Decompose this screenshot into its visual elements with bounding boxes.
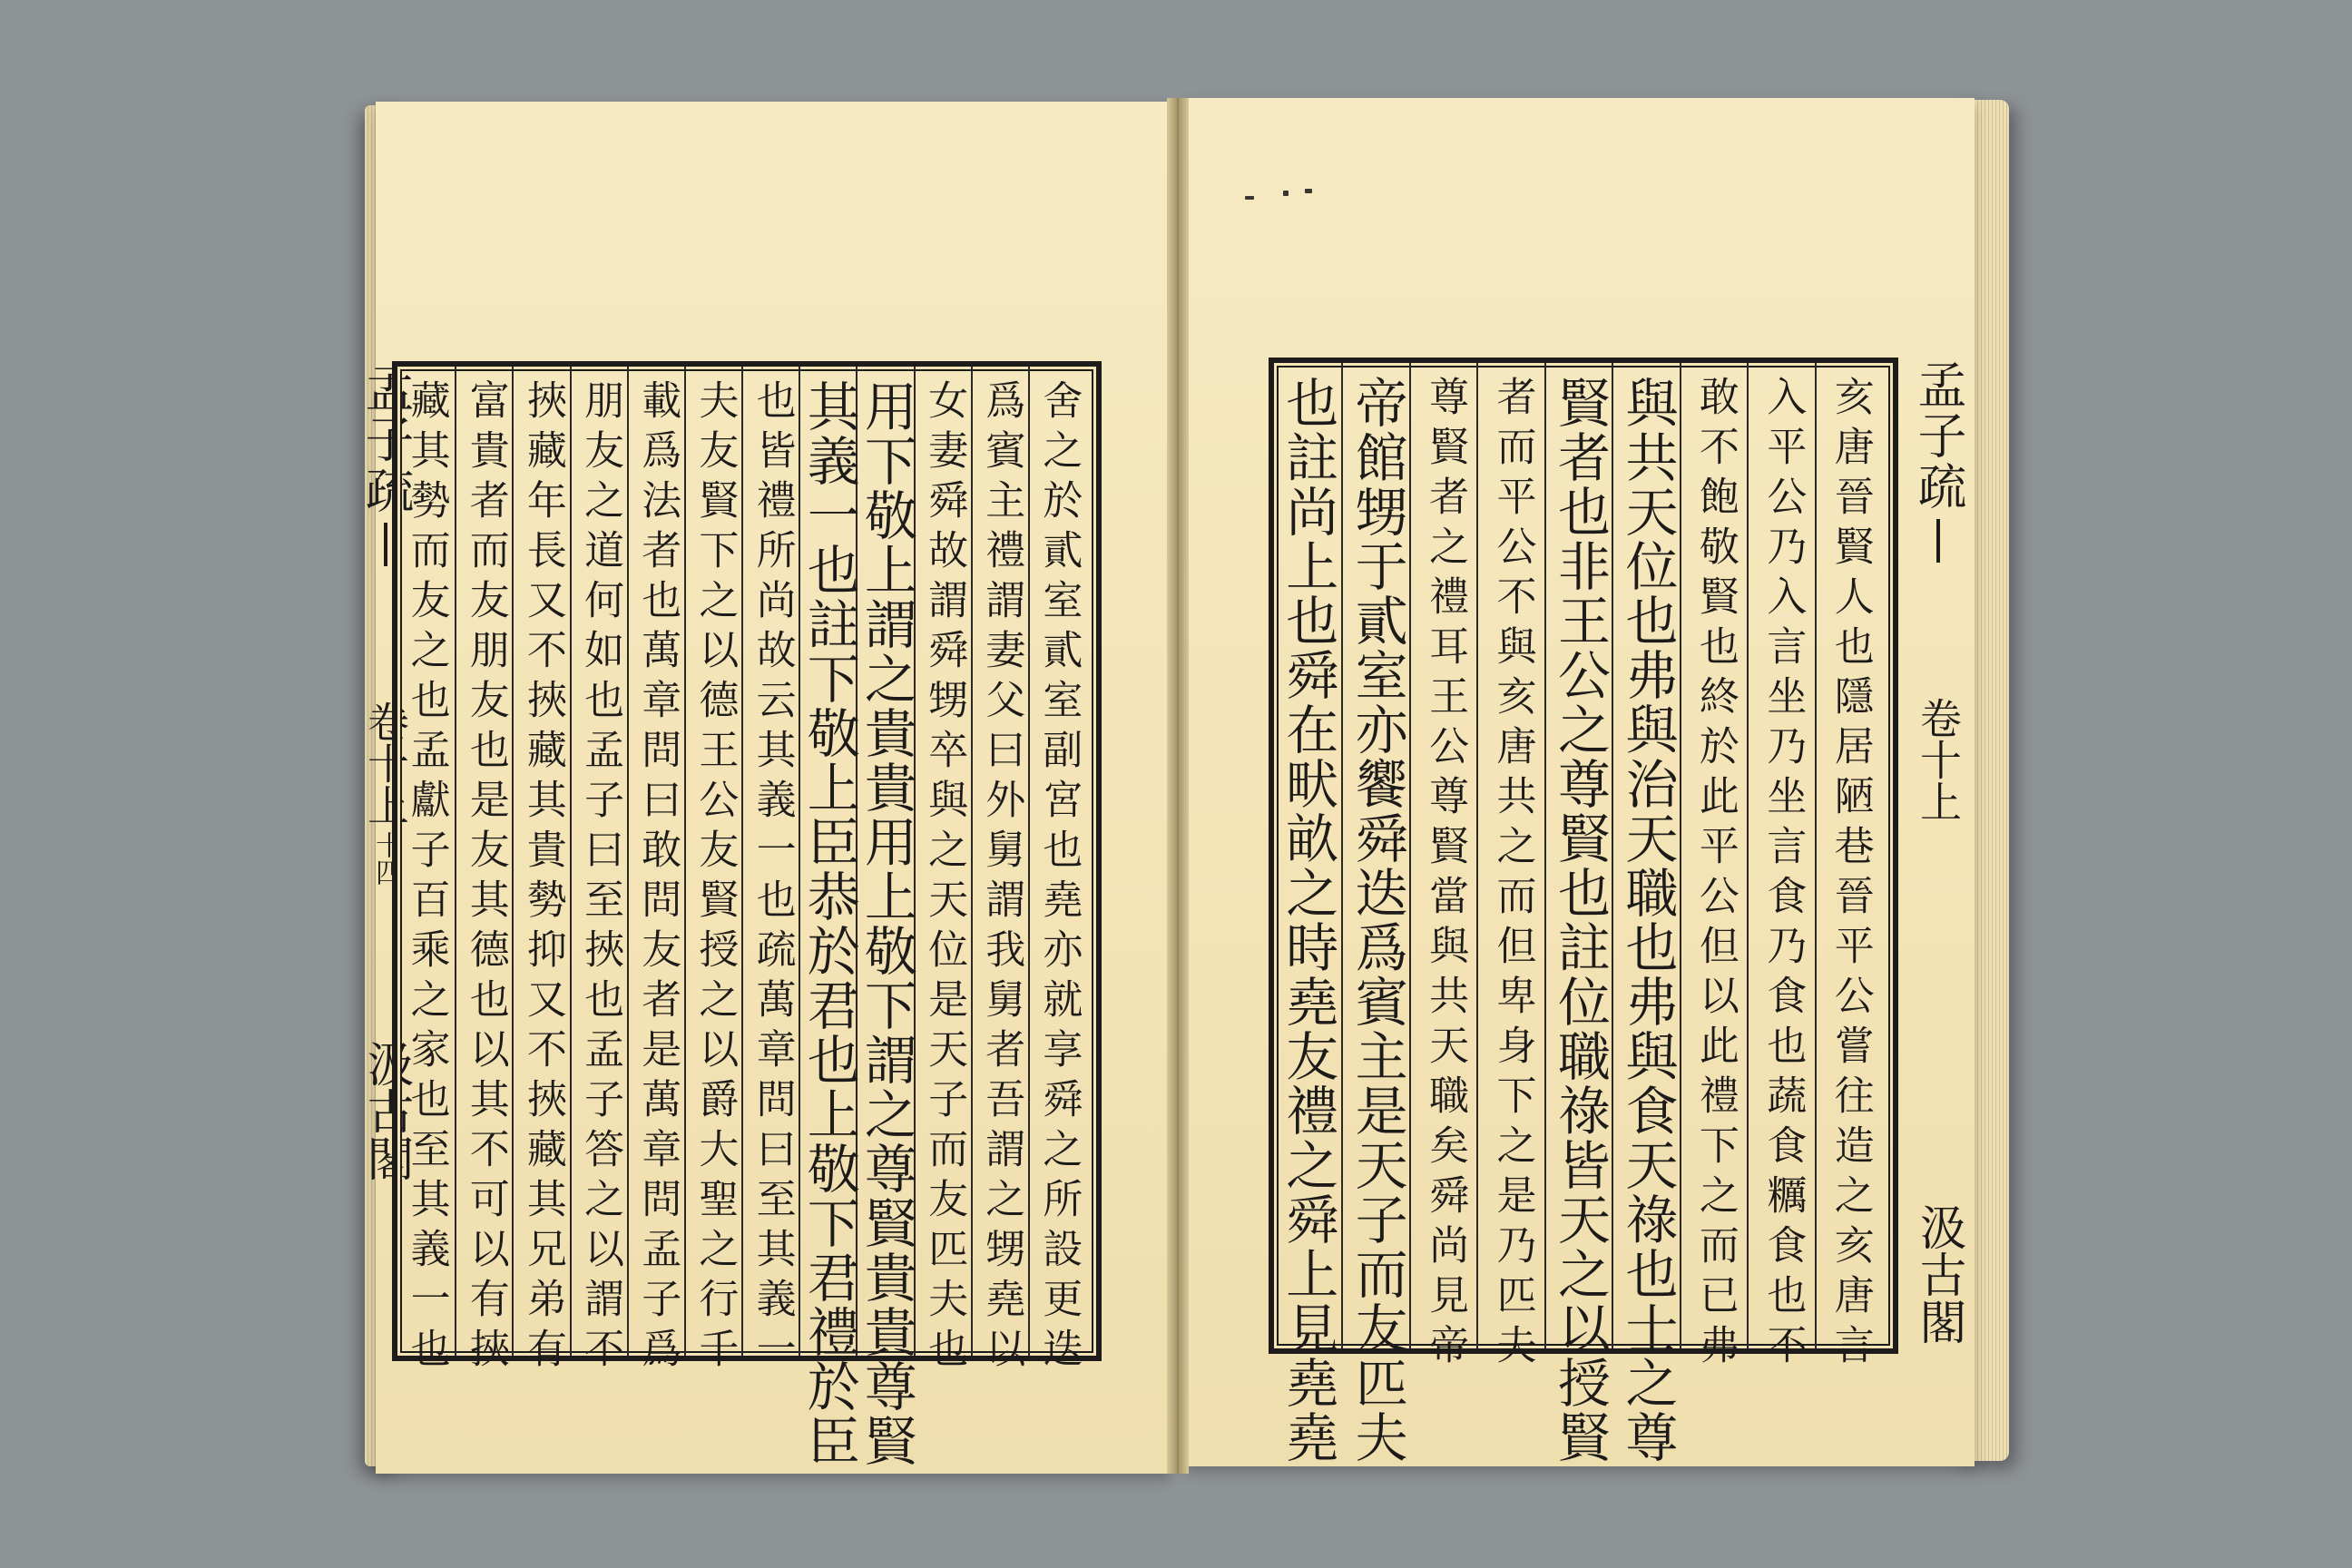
text-column (1274, 363, 1341, 1465)
column-text: 用下敬上謂之貴貴用上敬下謂之尊賢貴貴尊賢 (855, 379, 917, 1468)
text-column (855, 367, 917, 1468)
text-column (1341, 363, 1410, 1465)
column-text: 富貴者而友朋友也是友其德也以其不可以有挾 (462, 379, 509, 1377)
column-text: 舍之於貳室貳室副宮也堯亦就享舜之所設更迭 (1035, 379, 1083, 1377)
fold-publisher: 汲古閣 (1911, 1203, 1965, 1345)
column-text: 女妻舜故謂舜甥卒與之天位是天子而友匹夫也 (921, 379, 968, 1377)
text-column (798, 367, 860, 1468)
column-text: 也皆禮所尚故云其義一也疏萬章問曰至其義一 (749, 379, 796, 1377)
text-column (971, 367, 1030, 1377)
column-text: 爲賓主禮謂妻父曰外舅謂我舅者吾謂之甥堯以 (978, 379, 1025, 1377)
fold-volume: 卷十上 (1914, 697, 1963, 822)
text-column (914, 367, 973, 1377)
column-text: 挾藏年長又不挾藏其貴勢抑又不挾藏其兄弟有 (519, 379, 566, 1377)
column-text: 入平公乃入言坐乃坐言食乃食也蔬食糲食也不 (1759, 376, 1807, 1374)
column-text: 載爲法者也萬章問曰敢問友者是萬章問孟子爲 (634, 379, 681, 1377)
column-text: 帝館甥于貳室亦饗舜迭爲賓主是天子而友匹夫 (1346, 376, 1408, 1465)
fold-volume: 卷十上 (361, 701, 410, 826)
column-text: 與共天位也弗與治天職也弗與食天祿也士之尊 (1616, 376, 1679, 1465)
text-column (570, 367, 629, 1377)
column-text: 朋友之道何如也孟子曰至挾也孟子答之以謂不 (577, 379, 624, 1377)
column-text: 尊賢者之禮耳王公尊賢當與共天職矣舜尚見帝 (1422, 376, 1469, 1374)
column-text: 賢者也非王公之尊賢也註位職祿皆天之以授賢 (1548, 376, 1611, 1465)
left-text-frame (392, 361, 1102, 1468)
column-text: 也註尚上也舜在畎畝之時堯友禮之舜上見堯堯 (1277, 376, 1339, 1465)
column-text: 藏其勢而友之也孟獻子百乘之家也至其義一也 (403, 379, 450, 1377)
ink-speck (1305, 189, 1312, 193)
text-column (684, 367, 743, 1377)
fishtail-mark (1936, 519, 1940, 563)
text-column (1612, 363, 1681, 1465)
column-text: 其義一也註下敬上臣恭於君也上敬下君禮於臣 (798, 379, 860, 1468)
text-column (455, 367, 514, 1377)
text-column (1815, 363, 1884, 1374)
book-gutter (1167, 98, 1189, 1474)
fold-title: 孟子疏 (358, 363, 415, 515)
text-column (1409, 363, 1478, 1374)
text-column (741, 367, 800, 1377)
right-fold-column (1910, 359, 1967, 1345)
right-text-frame (1269, 358, 1898, 1465)
fishtail-mark (384, 523, 387, 566)
text-column (627, 367, 686, 1377)
text-column (1028, 367, 1087, 1377)
ink-speck (1283, 191, 1289, 196)
text-column (1680, 363, 1749, 1374)
text-column (512, 367, 571, 1377)
ink-speck (1245, 196, 1254, 200)
column-text: 夫友賢下之以德王公友賢授之以爵大聖之行千 (691, 379, 739, 1377)
fold-page-number: 十四 (370, 831, 402, 886)
text-column (1747, 363, 1816, 1374)
text-column (1476, 363, 1545, 1374)
column-text: 敢不飽敬賢也終於此平公但以此禮下之而已弗 (1691, 376, 1739, 1374)
text-column (1544, 363, 1613, 1465)
column-text: 者而平公不與亥唐共之而但卑身下之是乃匹夫 (1489, 376, 1536, 1374)
fold-title: 孟子疏 (1910, 359, 1967, 512)
fold-publisher: 汲古閣 (358, 1040, 413, 1181)
column-text: 亥唐晉賢人也隱居陋巷晉平公嘗往造之亥唐言 (1827, 376, 1874, 1374)
text-column (397, 367, 455, 1377)
